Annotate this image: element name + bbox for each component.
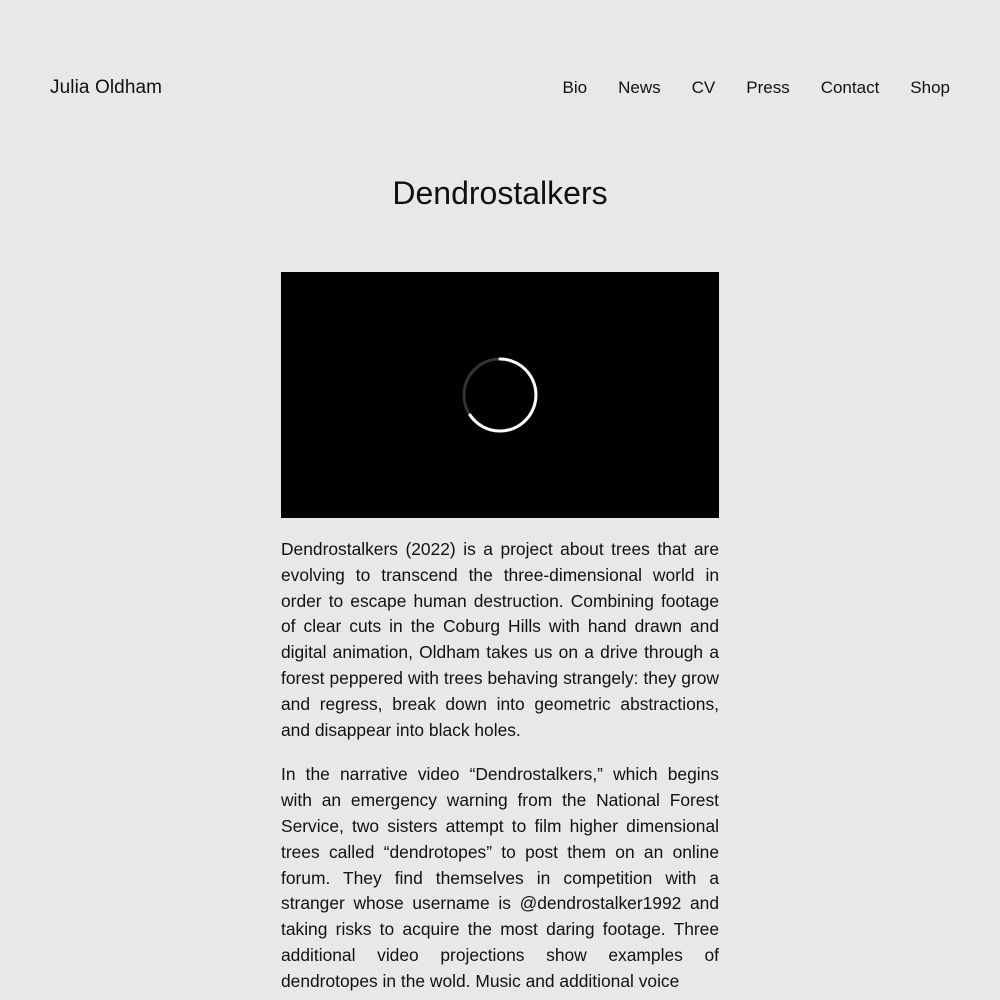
site-header — [50, 74, 950, 102]
nav-item-cv[interactable]: CV — [691, 78, 716, 97]
nav-item-shop[interactable]: Shop — [910, 78, 950, 97]
nav-item-press[interactable]: Press — [746, 78, 790, 97]
project-description — [281, 537, 719, 1000]
nav-item-news[interactable]: News — [618, 78, 661, 97]
description-paragraph-2: In the narrative video “Dendrostalkers,” which begins with an emergency warning from the National Forest Service, two sisters attempt to film higher dimensional trees called “dendrotopes” to post them on an online forum. They find themselves in competition with a stranger whose username is @dendrostalker1992 and taking risks to acquire the most daring footage. Three additional video projections show examples of dendrotopes in the wold. Music and additional voice — [281, 764, 719, 991]
description-paragraph-1: Dendrostalkers (2022) is a project about trees that are evolving to transcend the three-dimensional world in order to escape human destruction. Combining footage of clear cuts in the Coburg Hills with hand drawn and digital animation, Oldham takes us on a drive through a forest peppered with trees behaving strangely: they grow and regress, break down into geometric abstractions, and disappear into black holes. — [281, 539, 719, 740]
main-nav — [563, 78, 950, 98]
loading-spinner-icon — [462, 357, 538, 433]
nav-item-bio[interactable]: Bio — [562, 78, 588, 97]
site-title-link[interactable]: Julia Oldham — [50, 77, 163, 98]
video-player[interactable] — [281, 272, 719, 518]
page-title: Dendrostalkers — [392, 175, 608, 211]
nav-item-contact[interactable]: Contact — [820, 78, 880, 97]
